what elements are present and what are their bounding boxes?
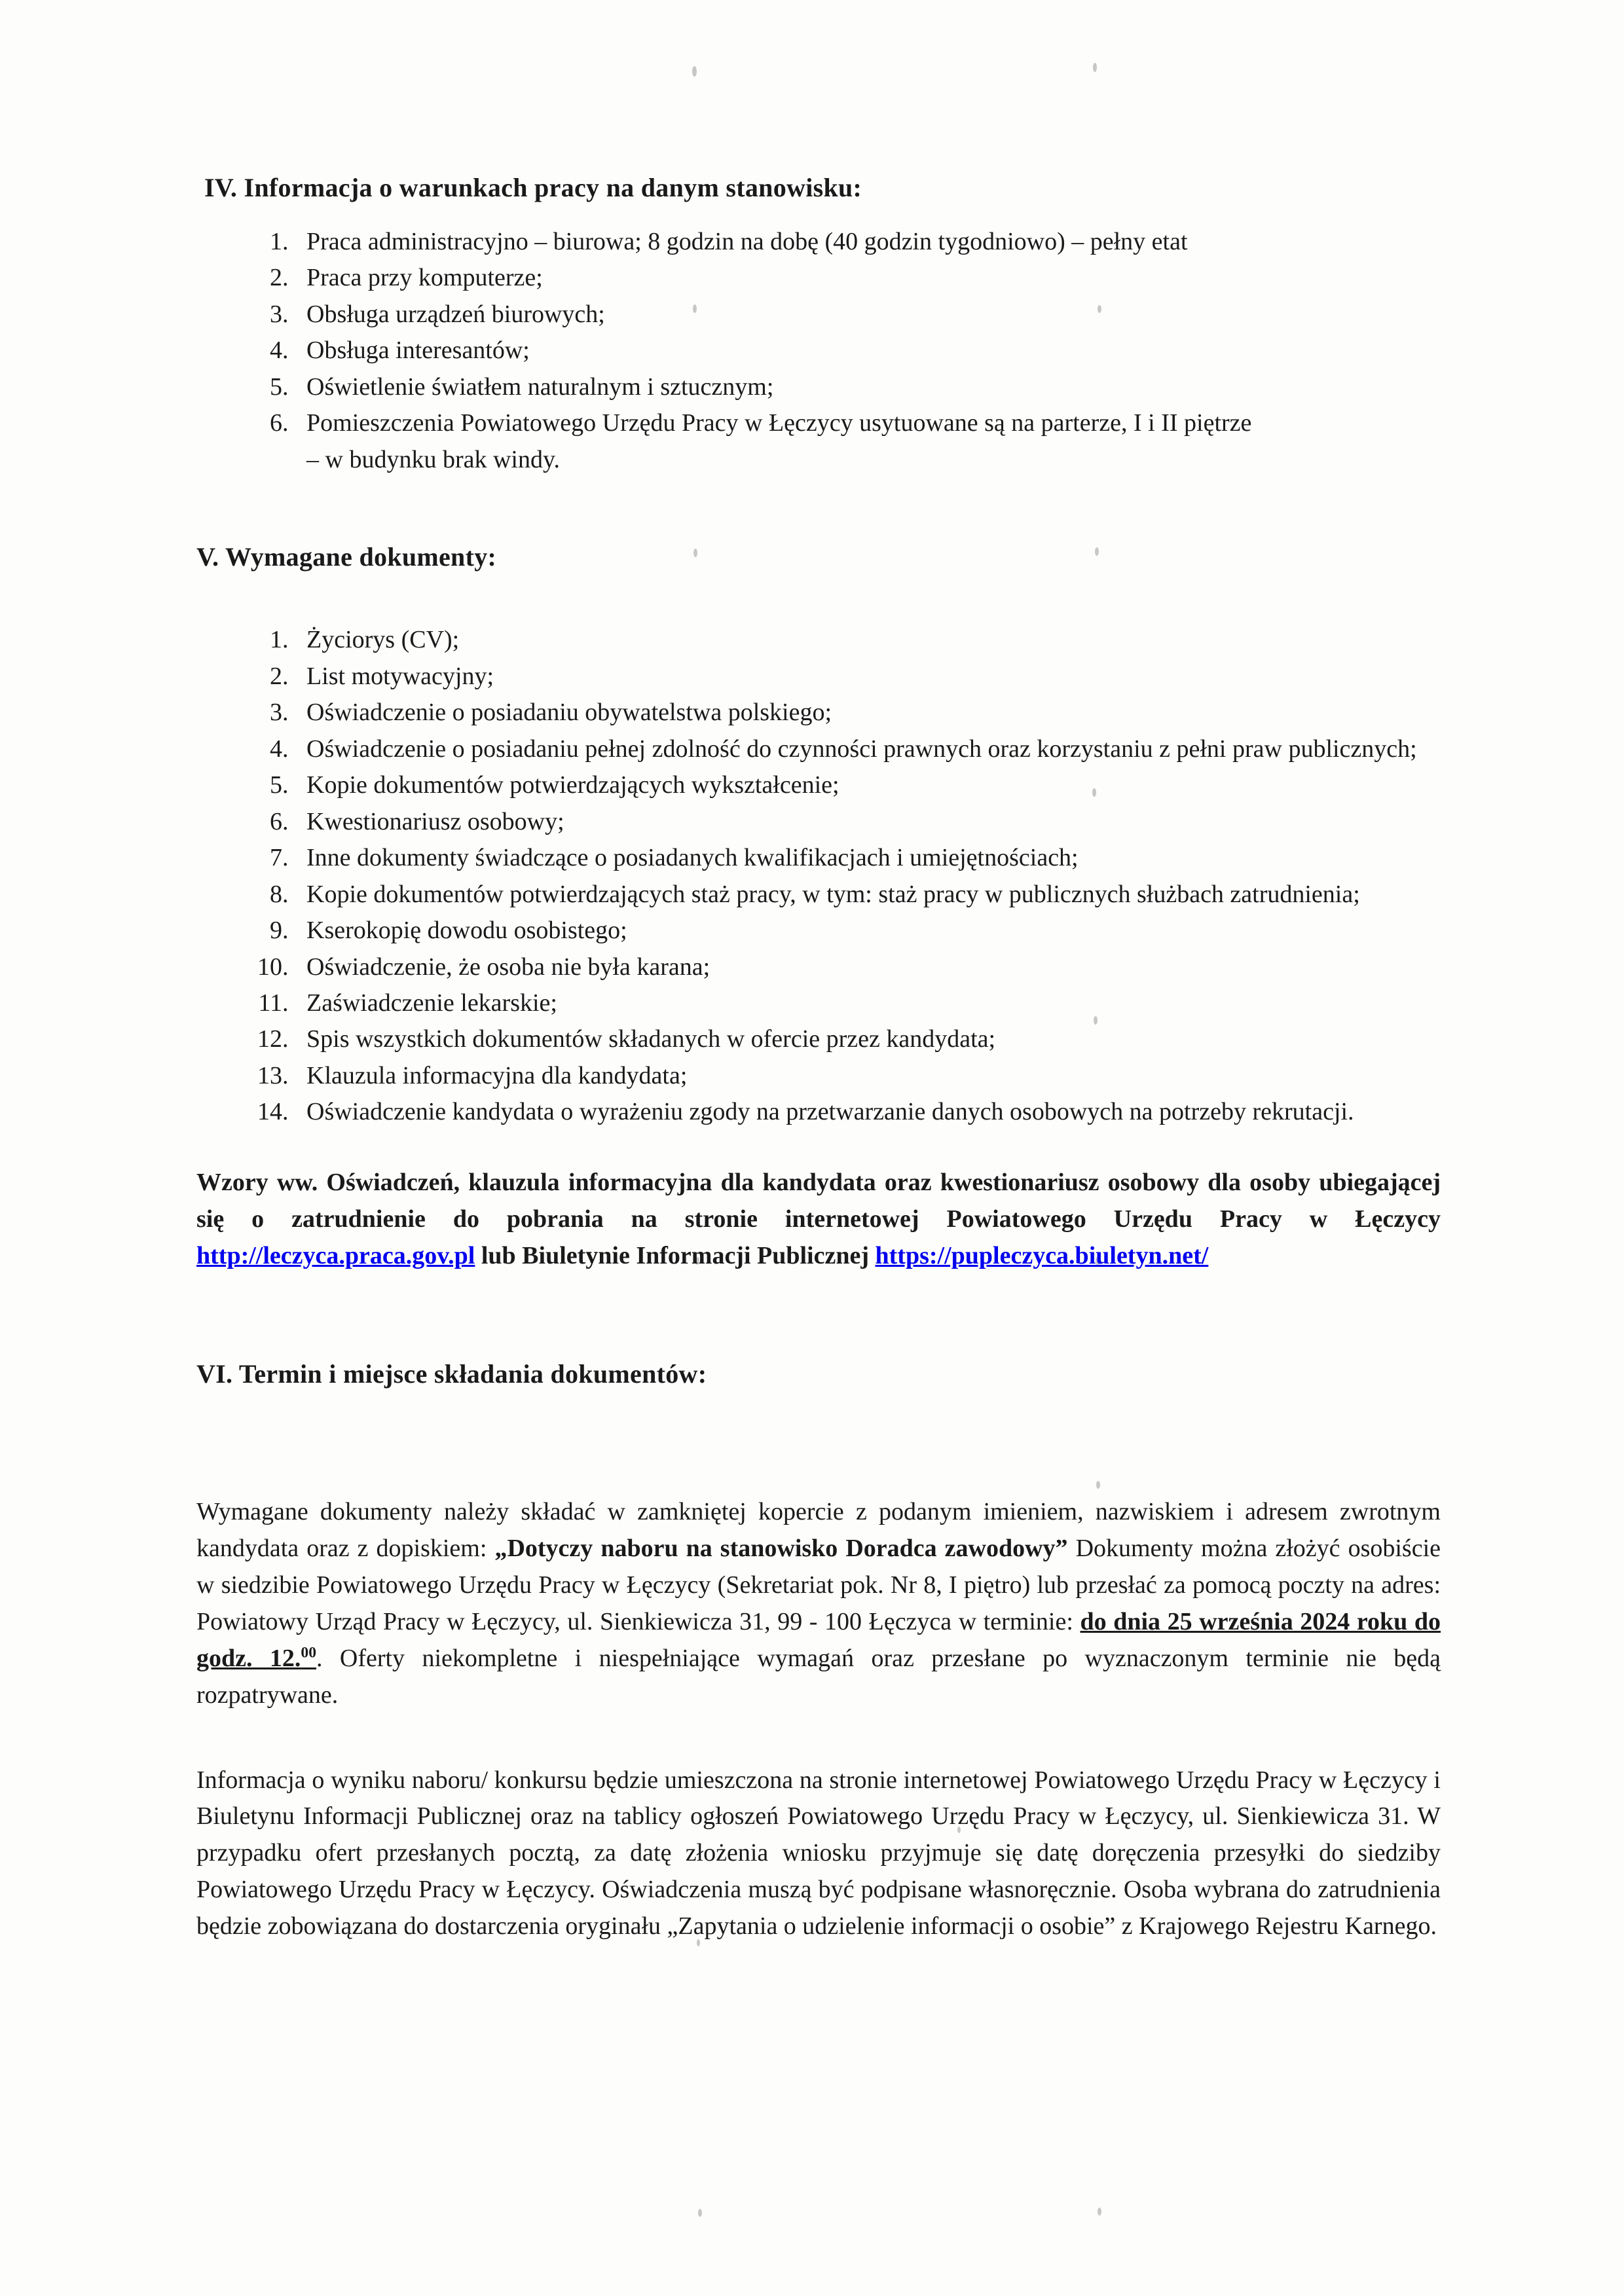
- list-item-text: Praca przy komputerze;: [306, 264, 543, 292]
- list-item: [295, 767, 1441, 803]
- section-heading-v: V. Wymagane dokumenty:: [196, 542, 497, 572]
- scan-speck: [692, 66, 697, 77]
- required-documents-list: [196, 622, 1441, 1131]
- pupleczyca-biuletyn-net-link[interactable]: https://pupleczyca.biuletyn.net/: [875, 1241, 1209, 1269]
- list-item-text: Kwestionariusz osobowy;: [306, 807, 564, 835]
- list-item: [295, 622, 1441, 658]
- scan-speck: [1093, 63, 1097, 72]
- section-heading-iv: IV. Informacja o warunkach pracy na danym stanowisku:: [204, 173, 862, 202]
- list-item-text: Oświadczenie o posiadaniu obywatelstwa polskiego;: [306, 699, 832, 727]
- list-item: [295, 333, 1441, 369]
- leczyca-praca-gov-pl-link[interactable]: http://leczyca.praca.gov.pl: [196, 1241, 475, 1269]
- list-item-text: Pomieszczenia Powiatowego Urzędu Pracy w Łęczycy usytuowane są na parterze, I i II piętrze: [306, 409, 1252, 437]
- list-item-text: Oświadczenie o posiadaniu pełnej zdolność do czynności prawnych oraz korzystaniu z pełni praw publicznych;: [306, 735, 1417, 763]
- submission-text-2: Dokumenty można złożyć osobiście w siedzibie Powiatowego Urzędu Pracy w Łęczycy (Sekretariat pok. Nr 8, I piętro) lub przesłać za pomocą poczty na adres: Powiatowy Urząd Pracy w Łęczycy, ul. Sienkiewicza 31, 99 - 100 Łęczyca w terminie:: [196, 1535, 1441, 1635]
- list-item: [295, 949, 1441, 985]
- list-item: [295, 913, 1441, 949]
- list-item: [295, 659, 1441, 695]
- list-item-text: Życiorys (CV);: [306, 626, 460, 654]
- list-item: [295, 985, 1441, 1021]
- list-item-text: Praca administracyjno – biurowa; 8 godzin na dobę (40 godzin tygodniowo) – pełny etat: [306, 228, 1188, 255]
- list-item: [295, 731, 1441, 767]
- templates-note-text-2: lub Biuletynie Informacji Publicznej: [475, 1241, 876, 1269]
- list-item: [295, 369, 1441, 405]
- list-item: [295, 297, 1441, 333]
- list-item: [295, 1021, 1441, 1057]
- list-item-text: Kopie dokumentów potwierdzających staż pracy, w tym: staż pracy w publicznych służbach zatrudnienia;: [306, 880, 1360, 908]
- list-item-text: Oświetlenie światłem naturalnym i sztucznym;: [306, 373, 774, 401]
- list-item: [295, 695, 1441, 731]
- list-item-text: Oświadczenie, że osoba nie była karana;: [306, 953, 710, 981]
- list-item-text: Klauzula informacyjna dla kandydata;: [306, 1061, 688, 1089]
- list-item-text: List motywacyjny;: [306, 662, 494, 690]
- deadline-minutes-superscript: 00: [301, 1644, 316, 1662]
- list-item: [295, 1058, 1441, 1094]
- list-item-text: Zaświadczenie lekarskie;: [306, 989, 557, 1017]
- result-notice-paragraph: Informacja o wyniku naboru/ konkursu będzie umieszczona na stronie internetowej Powiatowego Urzędu Pracy w Łęczycy i Biuletynu Informacji Publicznej oraz na tablicy ogłoszeń Powiatowego Urzędu Pracy w Łęczycy, ul. Sienkiewicza 31. W przypadku ofert przesłanych pocztą, za datę złożenia wniosku przyjmuje się datę doręczenia przesyłki do siedziby Powiatowego Urzędu Pracy w Łęczycy. Oświadczenia muszą być podpisane własnoręcznie. Osoba wybrana do zatrudnienia będzie zobowiązana do dostarczenia oryginału „Zapytania o udzielenie informacji o osobie” z Krajowego Rejestru Karnego.: [196, 1766, 1441, 1941]
- list-item: [295, 804, 1441, 840]
- templates-note-paragraph: [196, 1165, 1441, 1275]
- list-item-text: Inne dokumenty świadczące o posiadanych kwalifikacjach i umiejętnościach;: [306, 844, 1079, 872]
- scan-speck: [698, 2209, 702, 2217]
- submission-text-3: . Oferty niekompletne i niespełniające wymagań oraz przesłane po wyznaczonym terminie nie będą rozpatrywane.: [196, 1644, 1441, 1709]
- list-item: [295, 405, 1441, 478]
- list-item-text: Spis wszystkich dokumentów składanych w ofercie przez kandydata;: [306, 1025, 996, 1053]
- list-item: [295, 260, 1441, 296]
- submission-paragraph: [196, 1494, 1441, 1713]
- submission-text-1: Wymagane dokumenty należy składać w zamkniętej kopercie z podanym imieniem, nazwiskiem i adresem zwrotnym kandydata oraz z dopiskiem:: [196, 1498, 1441, 1563]
- list-item-text: Oświadczenie kandydata o wyrażeniu zgody na przetwarzanie danych osobowych na potrzeby rekrutacji.: [306, 1098, 1354, 1126]
- position-title-quoted: „Dotyczy naboru na stanowisko Doradca zawodowy”: [494, 1535, 1068, 1563]
- list-item-text: Obsługa urządzeń biurowych;: [306, 300, 605, 328]
- list-item-text: Obsługa interesantów;: [306, 337, 530, 365]
- scan-speck: [1098, 2208, 1101, 2215]
- list-item: [295, 877, 1441, 913]
- list-item-text: Kserokopię dowodu osobistego;: [306, 917, 627, 945]
- deadline-date-text: do dnia 25 września 2024 roku do godz. 12.: [196, 1608, 1441, 1672]
- document-body: [196, 172, 1441, 1945]
- work-conditions-list: [196, 224, 1441, 478]
- section-heading-vi: VI. Termin i miejsce składania dokumentów:: [196, 1359, 707, 1389]
- list-item-text: Kopie dokumentów potwierdzających wykształcenie;: [306, 771, 840, 799]
- list-item: [295, 224, 1441, 260]
- list-item: [295, 1094, 1441, 1130]
- list-item-continuation: – w budynku brak windy.: [306, 445, 560, 473]
- templates-note-text-1: Wzory ww. Oświadczeń, klauzula informacyjna dla kandydata oraz kwestionariusz osobowy dla osoby ubiegającej się o zatrudnienie do pobrania na stronie internetowej Powiatowego Urzędu Pracy w Łęczycy: [196, 1168, 1441, 1233]
- list-item: [295, 840, 1441, 876]
